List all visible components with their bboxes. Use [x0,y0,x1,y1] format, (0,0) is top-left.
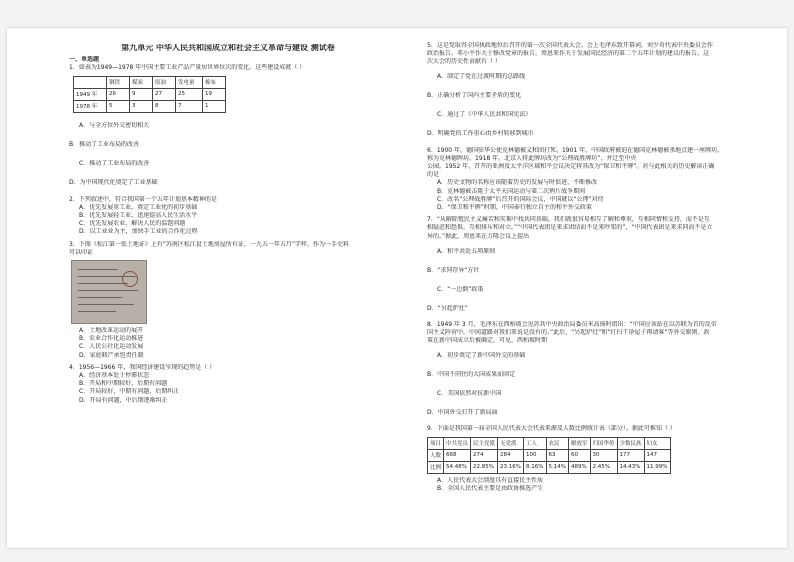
q6-line-1: 6．1900 年，德国驻华公使克林德被义和团打死。1901 年，中国政府被迫在德国克林德被杀地点建一座牌坊， [427,146,724,154]
q8-line-3: 策在新中国成立后被确定，可见，西柏坡时期 [427,337,548,345]
q8-option-b: B．中国不同往的大国成果而固定 [427,371,516,379]
table-cell: 解放军 [569,437,591,449]
q9-stem: 9．下面是我国第一届全国人民代表大会代表来源及人数比例统计表（部分）。据此可推知（ ） [427,425,676,433]
table-cell: 1 [203,100,226,112]
table-cell: 60 [569,449,591,461]
table-cell: 19 [203,88,226,100]
q6-option-c: C．改名“公理战胜牌”后召开的国际会议，中国就以“公理”对待 [437,195,604,203]
table-cell: 147 [644,449,670,461]
q5-line-1: 5．这是党取得全国执政地位后召开的第一次全国代表大会。会上毛泽东致开幕词，刘少奇代表中央委员会作 [427,42,713,49]
q1-option-b: B．推动了工业布局的改善 [69,141,140,149]
table-cell: 27 [153,88,176,100]
table-cell [74,76,107,88]
table-cell: 1949 年 [74,88,107,100]
table-cell: 26 [107,88,130,100]
q1-option-a: A．与全方位外交密切相关 [79,122,150,130]
table-cell: 274 [471,449,498,461]
q4-stem: 4．1956—1966 年，我国经济建设呈现的趋势是（ ） [69,363,216,371]
table-row [74,88,226,100]
page-title: 第九单元 中华人民共和国成立和社会主义革命与建设 测试卷 [121,44,335,52]
table-cell: 5 [107,100,130,112]
q2-option-c: C．优先发展农业，解决人民的温饱问题 [79,220,186,228]
table-cell: 22.85% [471,461,498,473]
table-cell: 比例 [428,461,444,473]
q8-line-1: 8．1949 年 3 月，毛泽东在西柏坡会见苏共中央政治局委员米高扬时指出：“中国应该站在以苏联为首的反帝 [427,320,717,328]
q8-option-c: C．美国依然对抗新中国 [437,390,502,398]
q6-option-a: A．历史文物的名称应该随着历史的发展与时俱进，不断修改 [437,179,598,187]
q7-line-2: 相疑虑和恐惧，互相排斥和对立。”“中国代表团是来求团结而不是来吵架的”，“中国代表团是来求同而不是立 [427,224,713,232]
q7-option-c: C．“一边倒”政策 [437,285,484,293]
q8-option-a: A．初步奠定了新中国外交的基础 [437,352,526,360]
q6-option-b: B．克林德被击毙于太平天国运动与第二次鸦片战争期间 [437,187,586,195]
q4-option-d: D．开局有问题，中后期逐渐纠正 [79,396,168,404]
table-cell: 妇女 [644,437,670,449]
q3-option-d: D．家庭联产承包责任制 [79,351,144,359]
table-cell: 23.16% [498,461,524,473]
q3-option-a: A．土地改革运动的展开 [79,327,144,335]
table-cell: 3 [130,100,153,112]
q7-option-b: B．“求同存异”方针 [427,266,480,274]
seal-stamp-icon [122,271,138,287]
q2-option-d: D．以工业业为主，加快手工业的合作化过程 [79,228,198,236]
q8-option-d: D．中国外交打开了新局面 [427,409,498,417]
table-row [428,449,671,461]
land-certificate-photo [71,260,147,324]
q6-line-3: 公园。1952 年，召开的亚洲及太平洋区域和平会议决定将其改为“保卫和平牌”。对与此相关的历史解读正确 [427,163,715,171]
table-cell: 中共党员 [444,437,471,449]
q3-stem-line2: 可以印证 [69,248,94,256]
q7-line-3: 异的。”据此，周恩来在万隆会议上提出 [427,232,530,240]
q7-line-1: 7．“从解除殖民主义痛苦和灾难中找共同基础，我们就很容易相互了解和尊重，互相同情和支持，而不是互 [427,216,710,224]
q5-option-a: A．制定了党在过渡时期的总路线 [437,73,526,81]
right-column [427,42,745,493]
q1-option-d: D．为中国现代化奠定了工业基础 [69,179,158,187]
table-cell: 工人 [524,437,546,449]
q5-line-2: 政治报告，邓小平作关于修改党章的报告，周恩来作关于发展国民经济的第二个五年计划的建议的报告。这 [427,50,710,58]
table-cell: 7 [176,100,203,112]
q8-line-2: 国主义阵营中，中间道路对我们来说是没有的。”此后，“另起炉灶”和“打扫干净屋子再请客”等外交原则、政 [427,329,710,337]
table-cell: 棉布 [203,76,226,88]
table-cell: 8 [153,100,176,112]
table-cell: 2.45% [590,461,617,473]
table-cell: 11.99% [644,461,670,473]
table-cell: 无党派 [498,437,524,449]
table-row [74,100,226,112]
table-row [428,461,671,473]
q4-option-a: A．经济基本处于停滞状态 [79,372,150,380]
table-cell: 100 [524,449,546,461]
q4-option-c: C．开局较好，中期有问题，后期纠正 [79,388,180,396]
q6-line-2: 称为克林德牌坊。1918 年，北京人将此牌坊改为“公理战胜牌坊”，并迁至中央 [427,154,637,162]
q5-option-b: B．正确分析了国内主要矛盾的变化 [427,92,522,100]
q3-option-c: C．人民公社化运动发展 [79,343,144,351]
table-cell: 284 [498,449,524,461]
q1-stem: 1．如表为1949—1978 年中国主要工业产品产量居世界位次的变化。这些建设成就（ ） [69,64,306,72]
q2-option-a: A．优先发展重工业，奠定工业化的初步基础 [79,203,198,211]
table-cell: 177 [617,449,644,461]
q2-option-b: B．优先发展轻工业，迅速提高人民生活水平 [79,212,198,220]
q5-option-d: D．明确党的工作重心由乡村转移到城市 [427,130,534,138]
table-cell: 人数 [428,449,444,461]
table-cell: 原油 [153,76,176,88]
table-cell: 54.48% [444,461,471,473]
table-cell: 63 [546,449,568,461]
table-cell: 钢铁 [107,76,130,88]
table-cell: 30 [590,449,617,461]
section-heading: 一、单选题 [69,56,100,64]
q7-option-d: D．“另起炉灶” [427,304,468,312]
table-cell: 1978 年 [74,100,107,112]
table-cell: 14.43% [617,461,644,473]
table-cell: 发电量 [176,76,203,88]
table-cell: 归国华侨 [590,437,617,449]
q5-option-c: C．通过了《中华人民共和国宪法》 [437,111,532,119]
table-cell: 8.16% [524,461,546,473]
table-cell: 25 [176,88,203,100]
table-cell: 民主党派 [471,437,498,449]
q5-line-3: 次大会的历史性贡献有（ ） [427,58,501,66]
q3-stem-line1: 3．下图《松江第一张土地证》上有“苏南区松江县土地房屋所有证，一九五一年五月”字样，作为一手史料 [69,240,350,248]
table-header-row [428,437,671,449]
table-header-row [74,76,226,88]
q9-option-b: B．全国人民代表主要是由政协推选产生 [437,484,544,492]
table-cell: 489% [569,461,591,473]
table-cell: 668 [444,449,471,461]
q6-option-d: D．“保卫和平牌”时期，中国奉行独立自主的和平外交政策 [437,204,592,212]
table-cell: 少数民族 [617,437,644,449]
table-cell: 农民 [546,437,568,449]
q3-option-b: B．农业合作化运动推进 [79,335,144,343]
q6-line-4: 的是 [427,171,440,179]
q9-table [427,437,671,474]
q1-option-c: C．推动了工业布局的改善 [79,160,150,168]
q4-option-b: B．开局和中期较好，后期有问题 [79,380,168,388]
q2-stem: 2．下列叙述中，符合我国第一个五年计划基本精神的是 [69,195,217,203]
q7-option-a: A．和平共处五项原则 [437,247,496,255]
document-page [7,28,787,548]
table-cell: 9 [130,88,153,100]
left-column [69,28,387,405]
table-cell: 5.14% [546,461,568,473]
table-cell: 项目 [428,437,444,449]
q1-table [73,76,226,113]
table-cell: 煤炭 [130,76,153,88]
q9-option-a: A．人民代表大会制度具有直接民主性质 [437,476,544,484]
